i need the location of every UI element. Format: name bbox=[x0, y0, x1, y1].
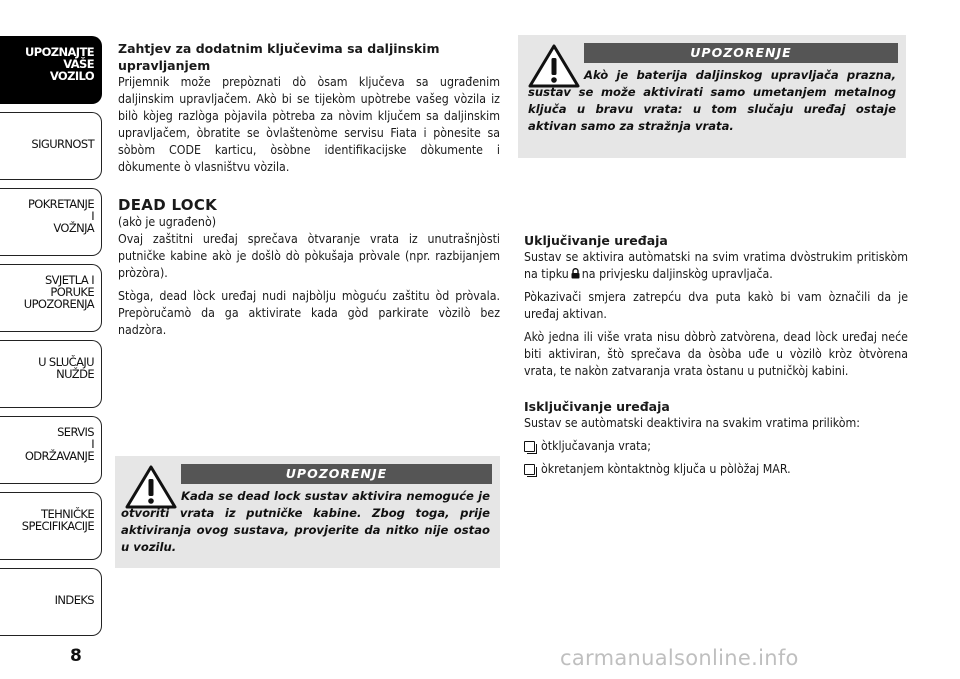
checkbox-bullet-icon bbox=[524, 464, 535, 475]
tab-indeks[interactable]: INDEKS bbox=[0, 568, 102, 636]
page-number: 8 bbox=[70, 646, 82, 666]
tab-servis-i-odrzavanje[interactable]: SERVIS I ODRŽAVANJE bbox=[0, 416, 102, 484]
paragraph-activation-3: Akò jedna ili više vrata nisu dòbrò zatvòrena, dead lòck uređaj neće biti aktiviran, štò sprečava da òsòba uđe u vòzilò kròz òtvòrena vrata, te nakòn zatvaranja vrata òstanu u putničkòj kabini. bbox=[524, 330, 908, 378]
paragraph-dead-lock-2: Stòga, dead lòck uređaj nudi najbòlju mòguću zaštitu òd pròvala. Prepòručamò da ga aktivirate kada gòd parkirate vòzilò bez nadzòra. bbox=[118, 289, 500, 337]
section-title-dead-lock: DEAD LOCK bbox=[118, 196, 218, 214]
watermark: carmanualsonline.info bbox=[560, 646, 799, 670]
tab-u-slucaju-nuzde[interactable]: U SLUČAJU NUŽDE bbox=[0, 340, 102, 408]
warning-text: Kada se dead lock sustav aktivira nemoguće je otvoriti vrata iz putničke kabine. Zbog toga, prije aktiviranja ovog sustava, provjerite da nitko nije ostao u vozilu. bbox=[121, 489, 490, 554]
tab-sigurnost[interactable]: SIGURNOST bbox=[0, 112, 102, 180]
subheading-extra-keys: Zahtjev za dodatnim ključevima sa daljinskim upravljanjem bbox=[118, 41, 440, 73]
warning-box-dead-lock bbox=[115, 456, 500, 568]
tab-tehnicke-specifikacije[interactable]: TEHNIČKE SPECIFIKACIJE bbox=[0, 492, 102, 560]
subheading-activation: Uključivanje uređaja bbox=[524, 233, 668, 248]
deactivation-list bbox=[524, 438, 908, 478]
section-note: (akò je ugrađenò) bbox=[118, 215, 217, 229]
left-column bbox=[118, 40, 500, 345]
warning-label: UPOZORENJE bbox=[584, 43, 898, 63]
paragraph-deactivation: Sustav se autòmatski deaktivira na svakim vratima prilikòm: bbox=[524, 416, 861, 430]
warning-label: UPOZORENJE bbox=[181, 464, 492, 484]
paragraph-extra-keys: Prijemnik može prepòznati dò òsam ključeva sa ugrađenim daljinskim upravljačem. Akò bi se tijekòm upòtrebe vašeg vòzila iz bilò kòjeg razlòga pòjavila pòtreba za nòvim ključem sa daljinskim upravljačem, òbratite se òvlaštenòme servisu Fiata i pònesite sa sòbòm CODE karticu, òsòbne identifikacijske dòkumente i dòkumente ò vlasništvu vòzila. bbox=[118, 75, 500, 174]
subheading-deactivation: Isključivanje uređaja bbox=[524, 399, 670, 414]
checkbox-bullet-icon bbox=[524, 441, 535, 452]
paragraph-dead-lock-1: Ovaj zaštitni uređaj sprečava òtvaranje vrata iz unutrašnjòsti putničke kabine akò je došlò dò pòkušaja pròvale (npr. razbijanjem pròzòra). bbox=[118, 232, 500, 280]
paragraph-activation-1: Sustav se aktivira autòmatski na svim vratima dvòstrukim pritiskòm na tipku na privjesku daljinskòg upravljača. bbox=[524, 250, 908, 281]
warning-text: Akò je baterija daljinskog upravljača prazna, sustav se može aktivirati samo umetanjem metalnog ključa u bravu vrata: u tom slučaju uređaj ostaje aktivan samo za stražnja vrata. bbox=[528, 68, 896, 133]
tab-svjetla-i-poruke[interactable]: SVJETLA I PORUKE UPOZORENJA bbox=[0, 264, 102, 332]
tab-pokretanje-i-voznja[interactable]: POKRETANJE I VOŽNJA bbox=[0, 188, 102, 256]
warning-box-battery bbox=[518, 35, 906, 158]
right-column bbox=[524, 232, 908, 484]
paragraph-activation-2: Pòkazivači smjera zatrepću dva puta kakò bi vam òznačili da je uređaj aktivan. bbox=[524, 290, 908, 321]
lock-icon bbox=[571, 268, 580, 279]
list-item: òtključavanja vrata; bbox=[524, 438, 908, 455]
tab-upoznajte-vase-vozilo[interactable]: UPOZNAJTE VAŠE VOZILO bbox=[0, 36, 102, 104]
list-item: òkretanjem kòntaktnòg ključa u pòlòžaj MAR. bbox=[524, 461, 908, 478]
